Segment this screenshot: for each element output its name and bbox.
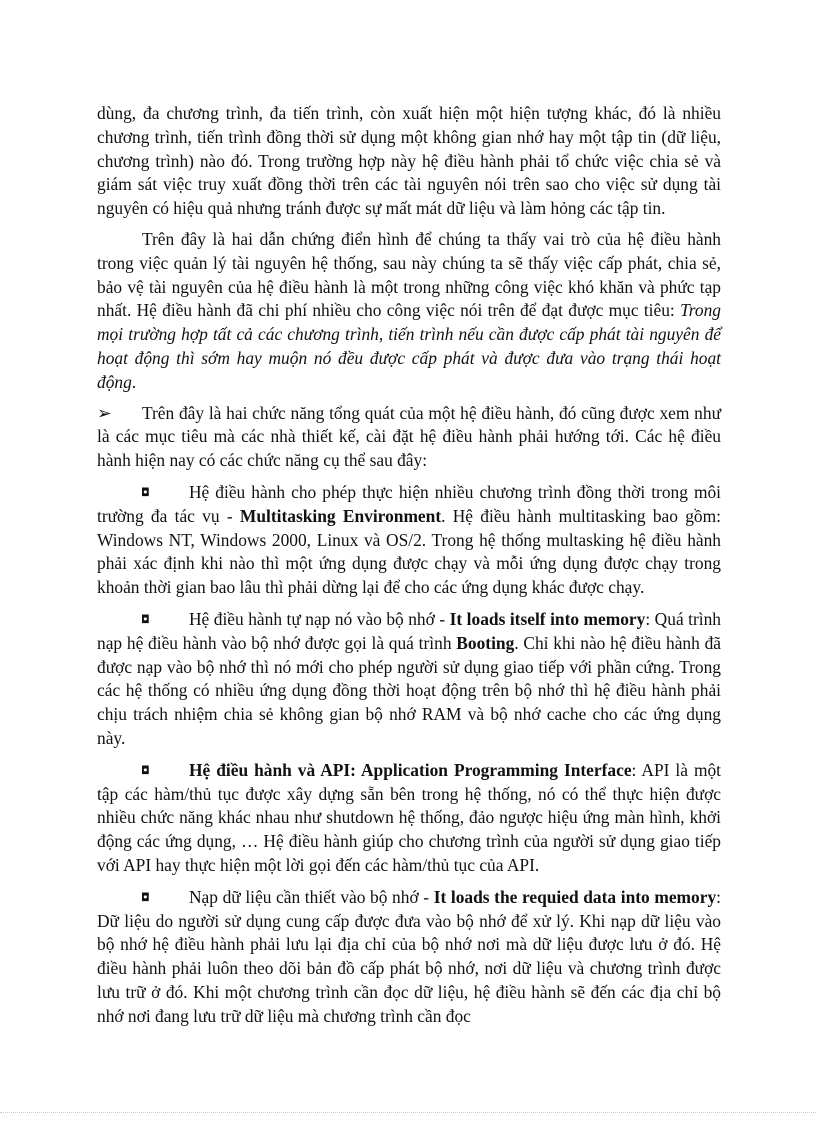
paragraph-italic-goal: Trong mọi trường hợp tất cả các chương trình, tiến trình nếu cần được cấp phát tài nguyên để hoạt động thì sớm hay muộn nó đều được cấp phát và được đưa vào trạng thái hoạt động (97, 300, 721, 392)
item-bold-term: Multitasking Environment (239, 505, 442, 526)
paragraph-resource-management (97, 228, 721, 395)
item-text: : API là một tập các hàm/thủ tục được xây dựng sẵn bên trong hệ thống, nó có thể thực hiện được nhiều chức năng khác nhau như shutdown hệ thống, đảo ngược hiệu ứng màn hình, khởi động các ứng dụng, … Hệ điều hành giúp cho chương trình của người sử dụng giao tiếp với API hay thực hiện một lời gọi đến các hàm/thủ tục của API. (97, 759, 722, 875)
square-bullet-icon: ◘ (141, 485, 150, 499)
item-text: . Hệ điều hành multitasking bao gồm: Windows NT, Windows 2000, Linux và OS/2. Trong hệ thống multasking hệ điều hành phải xác định khi nào thì một ứng dụng được chạy và mỗi ứng dụng được chạy trong khoản thời gian bao lâu thì phải dừng lại để cho các ứng dụng khác được chạy. (97, 505, 721, 598)
paragraph-resource-sharing: dùng, đa chương trình, đa tiến trình, còn xuất hiện một hiện tượng khác, đó là nhiều chương trình, tiến trình đồng thời sử dụng một không gian nhớ hay một tập tin (dữ liệu, chương trình) nào đó. Trong trường hợp này hệ điều hành phải tổ chức việc chia sẻ và giám sát việc truy xuất đồng thời trên các tài nguyên nói trên sao cho việc sử dụng tài nguyên có hiệu quả nhưng tránh được sự mất mát dữ liệu và làm hỏng các tập tin. (97, 103, 721, 219)
list-item-api (97, 759, 721, 878)
paragraph-text: Trên đây là hai dẫn chứng điển hình để chúng ta thấy vai trò của hệ điều hành trong việc quản lý tài nguyên hệ thống, sau này chúng ta sẽ thấy việc cấp phát, chia sẻ, bảo vệ tài nguyên của hệ điều hành là một trong những công việc khó khăn và phức tạp nhất. Hệ điều hành đã chi phí nhiều cho công việc nói trên để đạt được mục tiêu: (97, 228, 721, 321)
list-item-booting (97, 608, 721, 751)
item-text: Nạp dữ liệu cần thiết vào bộ nhớ - (189, 886, 434, 907)
item-text: Hệ điều hành tự nạp nó vào bộ nhớ - (189, 608, 450, 629)
item-text: . Chỉ khi nào hệ điều hành đã được nạp vào bộ nhớ thì nó mới cho phép người sử dụng giao tiếp với phần cứng. Trong các hệ thống có nhiều ứng dụng đồng thời hoạt động trên bộ nhớ thì hệ điều hành phải chịu trách nhiệm chia sẻ không gian bộ nhớ RAM và bộ nhớ cache cho các ứng dụng này. (97, 632, 721, 748)
item-bold-term: It loads itself into memory (449, 608, 646, 629)
square-bullet-icon: ◘ (141, 890, 150, 904)
item-text: Hệ điều hành cho phép thực hiện nhiều chương trình đồng thời trong môi trường đa tác vụ - (97, 481, 721, 526)
paragraph-functions-intro (97, 402, 721, 473)
item-text: : Dữ liệu do người sử dụng cung cấp được đưa vào bộ nhớ để xử lý. Khi nạp dữ liệu vào bộ nhớ hệ điều hành phải lưu lại địa chỉ của bộ nhớ nơi mà dữ liệu được lưu ở đó. Hệ điều hành phải luôn theo dõi bản đồ cấp phát bộ nhớ, nơi dữ liệu và chương trình được lưu trữ ở đó. Khi một chương trình cần đọc dữ liệu, hệ điều hành sẽ đến các địa chỉ bộ nhớ nơi đang lưu trữ dữ liệu mà chương trình cần đọc (97, 886, 721, 1026)
arrow-bullet-icon: ➢ (97, 402, 112, 423)
square-bullet-icon: ◘ (141, 612, 150, 626)
document-body (97, 102, 721, 1028)
list-item-multitasking (97, 481, 721, 600)
item-text: : Quá trình nạp hệ điều hành vào bộ nhớ được gọi là quá trình (97, 608, 721, 653)
paragraph-end: . (131, 371, 137, 392)
paragraph-text: Trên đây là hai chức năng tổng quát của một hệ điều hành, đó cũng được xem như là các mục tiêu mà các nhà thiết kế, cài đặt hệ điều hành phải hướng tới. Các hệ điều hành hiện nay có các chức năng cụ thể sau đây: (97, 402, 721, 471)
item-bold-term: Hệ điều hành và API: Application Programming Interface (189, 759, 632, 780)
list-item-load-data (97, 886, 721, 1029)
page-bottom-divider (0, 1112, 816, 1114)
square-bullet-icon: ◘ (141, 763, 150, 777)
item-bold-term: It loads the requied data into memory (433, 886, 717, 907)
item-bold-term: Booting (456, 632, 515, 653)
